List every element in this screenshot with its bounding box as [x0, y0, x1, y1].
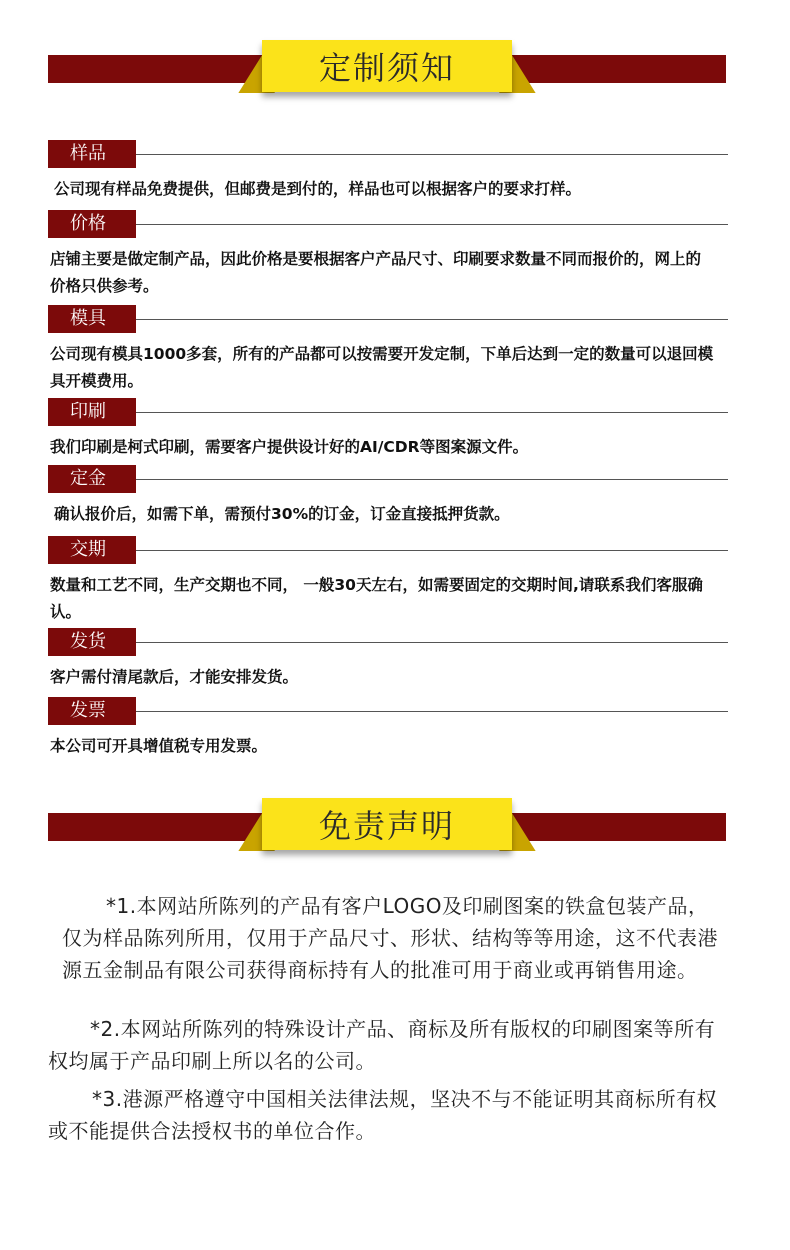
section-invoice	[48, 697, 728, 760]
disclaimer-banner	[48, 798, 726, 858]
section-mold	[48, 305, 728, 395]
section-tag: 价格	[48, 210, 136, 238]
section-divider	[136, 412, 728, 413]
section-text: 店铺主要是做定制产品，因此价格是要根据客户产品尺寸、印刷要求数量不同而报价的，网上的价格只供参考。	[50, 250, 702, 295]
section-head	[48, 628, 728, 656]
section-head	[48, 305, 728, 333]
disclaimer-paragraph-2	[48, 1013, 728, 1077]
customization-notice-banner	[48, 40, 726, 100]
section-tag: 定金	[48, 465, 136, 493]
section-text: 客户需付清尾款后，才能安排发货。	[50, 668, 299, 686]
section-text: 数量和工艺不同，生产交期也不同， 一般30天左右，如需要固定的交期时间,请联系我们客服确认。	[50, 576, 703, 621]
section-head	[48, 140, 728, 168]
banner-title: 定制须知	[318, 49, 455, 87]
section-head	[48, 697, 728, 725]
section-tag: 交期	[48, 536, 136, 564]
section-divider	[136, 550, 728, 551]
disclaimer-paragraph-1	[62, 890, 722, 986]
section-divider	[136, 711, 728, 712]
banner-plate	[262, 798, 512, 850]
section-head	[48, 465, 728, 493]
section-head	[48, 536, 728, 564]
banner-plate	[262, 40, 512, 92]
disclaimer-paragraph-3	[48, 1083, 728, 1147]
section-divider	[136, 154, 728, 155]
section-head	[48, 210, 728, 238]
section-text: 确认报价后，如需下单，需预付30%的订金，订金直接抵押货款。	[54, 505, 510, 523]
section-tag: 发票	[48, 697, 136, 725]
section-text: 公司现有模具1000多套，所有的产品都可以按需要开发定制，下单后达到一定的数量可以退回模具开模费用。	[50, 345, 714, 390]
section-tag: 样品	[48, 140, 136, 168]
section-tag: 发货	[48, 628, 136, 656]
section-tag: 印刷	[48, 398, 136, 426]
section-divider	[136, 319, 728, 320]
section-shipping	[48, 628, 728, 691]
section-text: 公司现有样品免费提供，但邮费是到付的，样品也可以根据客户的要求打样。	[54, 180, 582, 198]
section-divider	[136, 479, 728, 480]
disclaimer-text: *3.港源严格遵守中国相关法律法规，坚决不与不能证明其商标所有权或不能提供合法授权书的单位合作。	[48, 1087, 718, 1143]
section-deposit	[48, 465, 728, 528]
section-tag: 模具	[48, 305, 136, 333]
section-sample	[48, 140, 728, 203]
section-divider	[136, 642, 728, 643]
section-printing	[48, 398, 728, 461]
section-text: 本公司可开具增值税专用发票。	[50, 737, 268, 755]
disclaimer-text: *2.本网站所陈列的特殊设计产品、商标及所有版权的印刷图案等所有权均属于产品印刷上所以名的公司。	[48, 1017, 716, 1073]
section-divider	[136, 224, 728, 225]
section-head	[48, 398, 728, 426]
section-text: 我们印刷是柯式印刷，需要客户提供设计好的AI/CDR等图案源文件。	[50, 438, 529, 456]
disclaimer-text: *1.本网站所陈列的产品有客户LOGO及印刷图案的铁盒包装产品，仅为样品陈列所用，仅用于产品尺寸、形状、结构等等用途，这不代表港源五金制品有限公司获得商标持有人的批准可用于商业或再销售用途。	[62, 894, 718, 982]
section-delivery-time	[48, 536, 728, 626]
banner-title: 免责声明	[318, 807, 455, 845]
section-price	[48, 210, 728, 300]
